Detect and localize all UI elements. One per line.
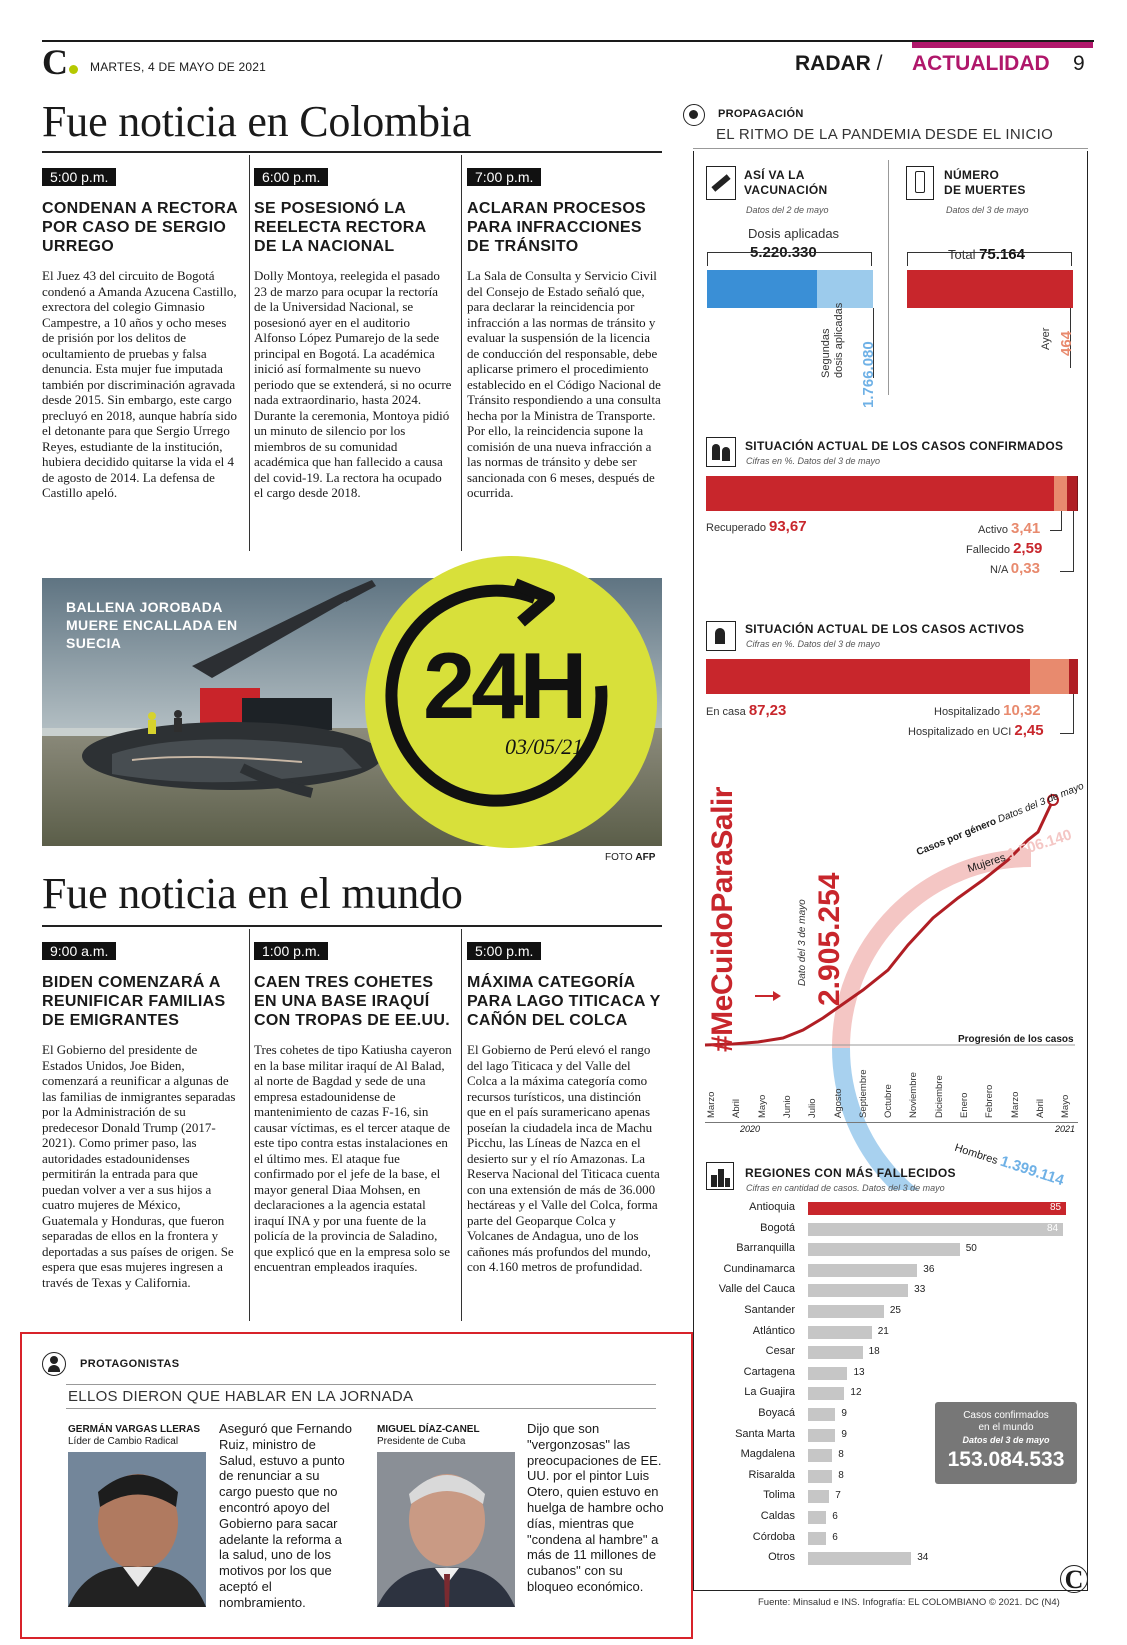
infographic-label: PROPAGACIÓN	[718, 108, 804, 120]
person-photo	[68, 1452, 206, 1607]
year-label: 2020	[740, 1124, 761, 1134]
region-value: 33	[914, 1284, 926, 1296]
dosis-label: Dosis aplicadas	[748, 226, 840, 241]
region-bar	[808, 1511, 826, 1524]
region-bar	[808, 1367, 847, 1380]
person-role: Presidente de Cuba	[377, 1436, 466, 1447]
news-headline: CAEN TRES COHETES EN UNA BASE IRAQUÍ CON TROPAS DE EE.UU.	[254, 974, 450, 1029]
coffin-icon	[906, 166, 934, 200]
virus-icon	[683, 104, 705, 126]
section-name: RADAR /	[795, 52, 883, 75]
activo-label: Activo 3,41	[978, 520, 1041, 537]
region-bar	[808, 1202, 1066, 1215]
colombia-rule	[42, 151, 662, 153]
region-value: 36	[923, 1263, 935, 1275]
news-time: 9:00 a.m.	[42, 942, 116, 960]
people-icon	[706, 437, 736, 467]
protagonistas-rule	[66, 1384, 656, 1385]
news-body: El Gobierno de Perú elevó el rango del lago Titicaca y del Valle del Colca a la máxima categoría como recursos turísticos, una distinción que en el país suramericano apenas poseían la ciudadela inca de Machu Picchu, las Líneas de Nazca en el desierto sur y el río Amazonas. La Reserva Nacional del Titicaca cuenta con una extensión de más de 36.000 hectáreas y el Valle del Colca, forma parte del Geoparque Colca y Volcanes de Andagua, uno de los cañones más profundos del mundo, con 4.160 metros de profundidad.	[467, 1042, 660, 1274]
region-name: Santa Marta	[735, 1427, 795, 1440]
region-value: 13	[853, 1366, 865, 1378]
region-value: 6	[832, 1531, 838, 1543]
region-name: Caldas	[760, 1510, 795, 1522]
column-divider	[249, 929, 250, 1321]
world-cases-box: Casos confirmados en el mundo Datos del 3 de mayo 153.084.533	[935, 1402, 1077, 1484]
mujeres-label: Mujeres 1.506.140	[966, 826, 1074, 876]
colombia-section-title: Fue noticia en Colombia	[42, 97, 472, 146]
region-value: 8	[838, 1449, 844, 1461]
footer-logo: C	[1060, 1565, 1088, 1593]
person-quote: Dijo que son "vergonzosas" las preocupaciones de EE. UU. por el pintor Luis Otero, quien estuvo en huelga de hambre ocho días, mientras que "condena al hambre" a más de 11 millones de cubanos" con su bloqueo económico.	[527, 1421, 664, 1594]
news-body: El Juez 43 del circuito de Bogotá condenó a Amanda Azucena Castillo, exrectora del colegio Gimnasio Campestre, a 10 años y ocho meses de prisión por los delitos de ocultamiento de pruebas y falsa denuncia. Esta mujer fue imputada también por discriminación agravada desde 2015. Sin embargo, este cargo precluyó en 2018, aunque habría sido el detonante para que Sergio Urrego Reyes, estudiante de la institución, hubiera decidido quitarse la vida el 4 de agosto de 2014. La defensa de Castillo apeló.	[42, 268, 237, 500]
region-name: Cartagena	[743, 1365, 795, 1378]
fallecido-segment	[1067, 476, 1077, 511]
news-headline: MÁXIMA CATEGORÍA PARA LAGO TITICACA Y CAÑÓN DEL COLCA	[467, 974, 661, 1029]
region-value: 50	[965, 1243, 977, 1255]
news-body: Dolly Montoya, reelegida el pasado 23 de marzo para ocupar la rectoría de la Universidad Nacional, se posesionó ayer en el auditorio Alfonso López Pumarejo de la sede principal en Bogotá. La académica inició así formalmente su nuevo periodo que se extenderá, si no ocurre nada extraordinario, hasta 2024. Durante la ceremonia, Montoya pidió un minuto de silencio por los miembros de su comunidad académica que han fallecido a causa del covid-19. La rectora ha ocupado el cargo desde 2018.	[254, 268, 452, 500]
protagonistas-title: ELLOS DIERON QUE HABLAR EN LA JORNADA	[68, 1388, 414, 1405]
photo-credit: FOTO AFP	[605, 852, 656, 863]
medic-icon	[706, 621, 736, 651]
infographic-rule	[693, 148, 1088, 149]
year-label: 2021	[1055, 1124, 1076, 1134]
news-headline: BIDEN COMENZARÁ A REUNIFICAR FAMILIAS DE EMIGRANTES	[42, 974, 226, 1029]
segundas-value: 1.766.080	[860, 341, 877, 408]
dosis-bracket	[707, 252, 872, 266]
region-name: Córdoba	[752, 1530, 795, 1543]
photo-caption: BALLENA JOROBADA MUERE ENCALLADA EN SUECIA	[66, 599, 238, 651]
news-time: 7:00 p.m.	[467, 168, 541, 186]
infographic-source: Fuente: Minsalud e INS. Infografía: EL COLOMBIANO © 2021. DC (N4)	[758, 1597, 1060, 1608]
region-name: Magdalena	[740, 1448, 795, 1461]
leader-line	[1060, 694, 1074, 734]
region-bar	[808, 1490, 829, 1503]
region-value: 7	[835, 1490, 841, 1502]
region-value: 34	[917, 1552, 929, 1564]
region-value: 9	[841, 1428, 847, 1440]
hospitalizado-label: Hospitalizado 10,32	[934, 702, 1041, 719]
mundo-section-title: Fue noticia en el mundo	[42, 869, 463, 918]
news-time: 1:00 p.m.	[254, 942, 328, 960]
total-muertes: Total 75.164	[948, 246, 1025, 263]
person-role: Líder de Cambio Radical	[68, 1436, 179, 1447]
muertes-bracket	[907, 252, 1072, 266]
region-bar	[808, 1470, 832, 1483]
region-name: Atlántico	[752, 1324, 795, 1337]
month-tick-label: Noviembre	[908, 1072, 920, 1118]
activos-bar	[706, 659, 1078, 694]
region-value: 84	[1046, 1222, 1059, 1234]
hashtag: #MeCuidoParaSalir	[706, 787, 739, 1052]
muertes-source: Datos del 3 de mayo	[946, 205, 1029, 215]
primeras-dosis-bar	[707, 270, 817, 308]
fallecido-label: Fallecido 2,59	[966, 540, 1043, 557]
total-note: Dato del 3 de mayo	[797, 899, 808, 986]
month-tick-label: Julio	[807, 1098, 819, 1118]
month-tick-label: Diciembre	[933, 1075, 945, 1118]
issue-date: MARTES, 4 DE MAYO DE 2021	[90, 60, 266, 74]
region-bar	[808, 1552, 911, 1565]
person-name: MIGUEL DÍAZ-CANEL	[377, 1424, 480, 1435]
activos-source: Cifras en %. Datos del 3 de mayo	[746, 639, 881, 649]
region-name: Valle del Cauca	[718, 1283, 795, 1296]
confirmados-source: Cifras en %. Datos del 3 de mayo	[746, 456, 881, 466]
region-value: 8	[838, 1469, 844, 1481]
region-name: Barranquilla	[736, 1242, 795, 1255]
protagonistas-label: PROTAGONISTAS	[80, 1358, 180, 1370]
year-rule	[873, 1122, 1078, 1123]
genero-label: Casos por género Datos del 3 de mayo	[915, 780, 1086, 859]
region-value: 9	[841, 1408, 847, 1419]
region-bar	[808, 1284, 908, 1297]
month-tick-label: Mayo	[756, 1094, 768, 1118]
uci-label: Hospitalizado en UCI 2,45	[908, 722, 1044, 739]
vacunacion-source: Datos del 2 de mayo	[746, 205, 829, 215]
progression-label: Progresión de los casos	[958, 1034, 1074, 1045]
news-time: 5:00 p.m.	[467, 942, 541, 960]
region-name: La Guajira	[744, 1386, 795, 1399]
month-tick-label: Febrero	[984, 1084, 996, 1118]
region-value: 12	[850, 1387, 862, 1399]
news-time: 6:00 p.m.	[254, 168, 328, 186]
dosis-value: 5.220.330	[750, 244, 817, 261]
mujeres-arc	[841, 858, 1031, 1048]
segundas-label: Segundas dosis aplicadas	[820, 302, 845, 378]
en-casa-segment	[706, 659, 1030, 694]
page-number: 9	[1073, 52, 1085, 75]
news-time: 5:00 p.m.	[42, 168, 116, 186]
news-item	[42, 168, 238, 501]
news-body: La Sala de Consulta y Servicio Civil del Consejo de Estado señaló que, para declarar la reincidencia por infracción a las normas de tránsito y evaluar la suspensión de la licencia de conducción del responsable, debe aplicarse primero el procedimiento establecido en el Código Nacional de Tránsito respondiendo a una consulta hecha por la Ministra de Transporte. Por ello, la reincidencia supone la comisión de una nueva infracción a las normas de tránsito y debe ser sancionada con 6 meses, después de ocurrida.	[467, 268, 661, 500]
hombres-label: Hombres 1.399.114	[953, 1141, 1067, 1190]
month-tick-label: Septiembre	[857, 1069, 869, 1118]
news-headline: CONDENAN A RECTORA POR CASO DE SERGIO URREGO	[42, 200, 238, 255]
section-accent-bar	[912, 42, 1093, 48]
regions-icon	[706, 1162, 734, 1190]
region-bar	[808, 1346, 863, 1359]
month-tick-label: Mayo	[1060, 1094, 1072, 1118]
24h-date: 03/05/21	[505, 734, 584, 759]
month-axis	[706, 1058, 1078, 1118]
region-name: Santander	[744, 1304, 795, 1316]
region-bar	[808, 1243, 960, 1256]
uci-segment	[1069, 659, 1078, 694]
month-tick-label: Enero	[959, 1092, 970, 1118]
ayer-value: 464	[1058, 330, 1075, 356]
person-quote: Aseguró que Fernando Ruiz, ministro de Salud, estuvo a punto de renunciar a su cargo puesto que no encontró apoyo del Gobierno para sacar adelante la reforma a la salud, uno de los motivos por los que aceptó el nombramiento.	[219, 1421, 352, 1610]
region-bar	[808, 1449, 832, 1462]
leader-line	[1060, 511, 1074, 572]
region-value: 85	[1050, 1202, 1062, 1213]
month-tick-label: Marzo	[1009, 1091, 1021, 1118]
region-bar	[808, 1305, 884, 1318]
news-item	[42, 942, 238, 1290]
month-tick-label: Abril	[731, 1098, 743, 1118]
region-name: Risaralda	[748, 1468, 795, 1481]
news-item	[467, 942, 663, 1275]
ayer-label: Ayer	[1040, 327, 1052, 350]
region-name: Boyacá	[758, 1407, 795, 1419]
mundo-rule	[42, 925, 662, 927]
person-icon	[42, 1352, 66, 1376]
24h-badge	[365, 556, 657, 848]
region-name: Cundinamarca	[723, 1262, 795, 1275]
muertes-bar	[907, 270, 1073, 308]
infographic-title: EL RITMO DE LA PANDEMIA DESDE EL INICIO	[716, 126, 1054, 143]
month-tick-label: Octubre	[883, 1084, 895, 1118]
na-segment	[1077, 476, 1078, 511]
vacunacion-title: ASÍ VA LA VACUNACIÓN	[744, 168, 828, 197]
region-value: 18	[868, 1346, 880, 1358]
news-item	[467, 168, 663, 501]
total-casos: 2.905.254	[813, 872, 846, 1006]
confirmados-bar	[706, 476, 1078, 511]
recuperado-label: Recuperado 93,67	[706, 518, 807, 535]
syringe-icon	[706, 166, 736, 200]
news-item	[254, 942, 452, 1275]
24h-label: 24H	[423, 633, 584, 738]
activo-segment	[1054, 476, 1067, 511]
news-body: El Gobierno del presidente de Estados Unidos, Joe Biden, comenzará a reunificar a algunas de las familias de inmigrantes separadas por la Administración de su predecesor Donald Trump (2017-2021). Como primer paso, las autoridades estadounidenses permitirán la entrada para que puedan volver a ver a sus hijos a cuatro mujeres de México, Guatemala y Honduras, que fueron separadas de ellos en la frontera y deportadas a sus países de origen. Se espera que esas mujeres ingresen a través de Texas y California.	[42, 1042, 236, 1290]
dosis-bar	[707, 270, 873, 308]
recuperado-segment	[706, 476, 1054, 511]
month-tick-label: Agosto	[832, 1088, 844, 1118]
confirmados-title: SITUACIÓN ACTUAL DE LOS CASOS CONFIRMADOS	[745, 439, 1064, 453]
na-label: N/A 0,33	[990, 560, 1040, 577]
column-divider	[461, 929, 462, 1321]
region-bar	[808, 1387, 844, 1400]
region-bar	[808, 1532, 826, 1545]
region-bar	[808, 1223, 1063, 1236]
subsection-name: ACTUALIDAD	[912, 52, 1050, 75]
region-name: Antioquia	[749, 1201, 795, 1213]
regiones-title: REGIONES CON MÁS FALLECIDOS	[745, 1166, 956, 1180]
month-tick-label: Junio	[781, 1095, 793, 1118]
vac-divider	[888, 160, 889, 395]
person-name: GERMÁN VARGAS LLERAS	[68, 1424, 201, 1435]
region-bar	[808, 1326, 872, 1339]
region-value: 21	[877, 1325, 889, 1337]
news-item	[254, 168, 452, 501]
region-bar	[808, 1264, 917, 1277]
region-value: 25	[889, 1305, 901, 1316]
region-bar	[808, 1408, 835, 1421]
column-divider	[249, 155, 250, 551]
person-photo	[377, 1452, 515, 1607]
month-tick-label: Abril	[1034, 1098, 1046, 1118]
hospitalizado-segment	[1030, 659, 1068, 694]
region-name: Cesar	[765, 1345, 795, 1358]
region-bar	[808, 1429, 835, 1442]
news-body: Tres cohetes de tipo Katiusha cayeron en la base militar iraquí de Al Balad, al norte de Bagdad y sede de una empresa estadounidense de mantenimiento de cazas F-16, sin causar víctimas, es el tercer ataque de este tipo contra estas instalaciones en el último mes. El ataque fue confirmado por el jefe de la base, el mayor general Diaa Mohsen, en declaraciones a la agencia estatal iraquí INA y por una fuente de la policía de la provincia de Saladino, que explicó que en la empresa solo se encuentran empleados iraquíes.	[254, 1042, 452, 1274]
muertes-title: NÚMERO DE MUERTES	[944, 168, 1026, 197]
news-headline: SE POSESIONÓ LA REELECTA RECTORA DE LA NACIONAL	[254, 200, 426, 255]
protagonistas-rule	[66, 1408, 656, 1409]
regiones-source: Cifras en cantidad de casos. Datos del 3 de mayo	[746, 1183, 945, 1193]
newspaper-logo: C	[42, 44, 78, 80]
region-name: Bogotá	[760, 1221, 795, 1234]
region-value: 6	[832, 1511, 838, 1522]
region-name: Otros	[768, 1551, 795, 1564]
region-name: Tolima	[763, 1489, 795, 1502]
year-rule	[705, 1122, 873, 1123]
leader-line	[1050, 511, 1062, 531]
column-divider	[461, 155, 462, 551]
en-casa-label: En casa 87,23	[706, 702, 787, 719]
month-tick-label: Marzo	[706, 1091, 717, 1118]
news-headline: ACLARAN PROCESOS PARA INFRACCIONES DE TRÁNSITO	[467, 200, 647, 255]
activos-title: SITUACIÓN ACTUAL DE LOS CASOS ACTIVOS	[745, 622, 1025, 636]
